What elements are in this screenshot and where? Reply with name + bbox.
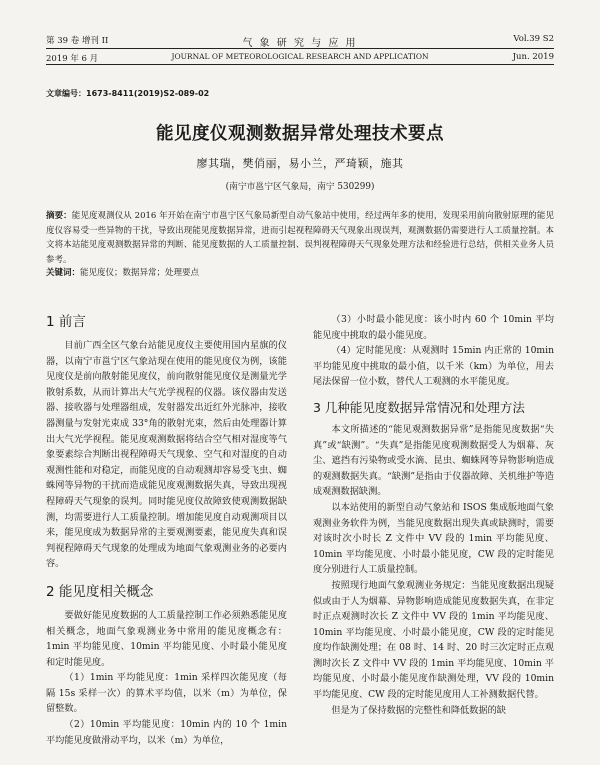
volume-issue-en: Vol.39 S2 bbox=[513, 34, 554, 44]
paragraph: 以本站使用的新型自动气象站和 ISOS 集成版地面气象观测业务软件为例，当能见度数据出现失真或缺测时，需要对该时次小时长 Z 文件中 VV 段的 1min 平均能见度、10min 平均能见度、小时最小能见度，CW 段的定时能见度分别进行人工质量控制。 bbox=[313, 501, 554, 576]
paper-title: 能见度仪观测数据异常处理技术要点 bbox=[156, 124, 444, 144]
issue-date: 2019 年 6 月 bbox=[46, 54, 99, 64]
section-heading: 3 几种能见度数据异常情况和处理方法 bbox=[313, 399, 525, 415]
paragraph: 但是为了保持数据的完整性和降低数据的缺 bbox=[331, 704, 506, 716]
abstract bbox=[46, 209, 554, 267]
article-number: 文章编号：1673-8411(2019)S2-089-02 bbox=[46, 89, 210, 98]
section-heading: 1 前言 bbox=[46, 314, 86, 330]
paragraph: （3）小时最小能见度：该小时内 60 个 10min 平均能见度中挑取的最小能见度。 bbox=[313, 314, 554, 341]
volume-issue: 第 39 卷 增刊 II bbox=[46, 36, 109, 46]
author-list: 廖其瑞，樊俏丽，易小兰，严琦颖，施其 bbox=[196, 157, 404, 170]
journal-name-en: JOURNAL OF METEOROLOGICAL RESEARCH AND APPLICATION bbox=[171, 52, 429, 61]
section-heading: 2 能见度相关概念 bbox=[46, 583, 154, 600]
paragraph: 按照现行地面气象观测业务规定：当能见度数据出现疑似或由于人为烟幕、异物影响造成能见度数据失真，在非定时正点观测时次长 Z 文件中 VV 段的 1min 平均能见度、10min 平均能见度、小时最小能见度，CW 段的定时能见度均作缺测处理；在 08 时、14 时、20 时三次定时正点观测时次长 Z 文件中 VV 段的 1min 平均能见度、10min 平均能见度、小时最小能见度作缺测处理，VV 段的 10min 平均能见度、CW 段的定时能见度用人工补测数据代替。 bbox=[313, 579, 554, 701]
paragraph: （4）定时能见度：从观测时 15min 内正常的 10min 平均能见度中挑取的最小值，以千米（km）为单位，用去尾法保留一位小数，替代人工观测的水平能见度。 bbox=[313, 345, 554, 388]
left-column bbox=[46, 312, 287, 748]
paragraph: 要做好能见度数据的人工质量控制工作必须熟悉能见度相关概念，地面气象观测业务中常用的能见度概念有：1min 平均能见度、10min 平均能见度、小时最小能见度和定时能见度。 bbox=[46, 609, 287, 668]
keywords-label: 关键词： bbox=[46, 268, 81, 278]
paragraph: 本文所描述的“能见观测数据异常”是指能见度数据“失真”或“缺测”。“失真”是指能见度观测数据受人为烟幕、灰尘、遮挡有污染物或受水滴、昆虫、蜘蛛网等异物影响造成的观测数据失真。“缺测”是指由于仪器故障、关机维护等造成观测数据缺测。 bbox=[313, 423, 554, 498]
keywords-text: 能见度仪；数据异常；处理要点 bbox=[80, 268, 200, 278]
issue-date-en: Jun. 2019 bbox=[512, 52, 554, 62]
abstract-text: 能见度观测仪从 2016 年开始在南宁市邕宁区气象局新型自动气象站中使用，经过两年多的使用，发现采用前向散射原理的能见度仪容易受一些异物的干扰，导致出现能见度数据异常，进而引起视程障碍天气现象出现误判，观测数据仍需要进行人工质量控制。本文将本站能见度观测数据异常的判断、能见度数据的人工质量控制、误判视程障碍天气现象处理方法和经验进行总结，供相关业务人员参考。 bbox=[46, 211, 554, 265]
right-column bbox=[313, 312, 554, 718]
affiliation: (南宁市邕宁区气象局，南宁 530299) bbox=[225, 182, 375, 192]
paragraph: 目前广西全区气象台站能见度仪主要使用国内星旗的仪器，以南宁市邕宁区气象站现在使用的能见度仪为例，该能见度仪是前向散射能见度仪，前向散射能见度仪是测量光学散射系数，从而计算出大气光学视程的仪器。该仪器由发送器、接收器与处理器组成，发射器发出近红外光脉冲，接收器测量与发射光束成 33°角的散射光束，然后由处理器计算出大气光学视程。能见度观测数据将结合空气相对湿度等气象要素综合判断出视程障碍天气现象、空气和对湿度的自动观测性能和对稳定，而能见度的自动观测却容易受飞虫、蜘蛛网等异物的干扰而造成能见度观测数据失真，导致出现视程障碍天气现象的误判。同时能见度仪故障致使观测数据缺测，均需要进行人工质量控制。增加能见度自动观测项目以来，能见度成为数据异常的主要观测要素，能见度失真和误判视程障碍天气现象的处理成为地面气象观测业务的必要内容。 bbox=[46, 340, 287, 570]
abstract-label: 摘要： bbox=[46, 211, 72, 221]
header-rule-bottom bbox=[46, 64, 554, 65]
header-rule-top bbox=[46, 48, 554, 49]
paragraph: （1）1min 平均能见度：1min 采样四次能见度（每隔 15s 采样一次）的算术平均值，以米（m）为单位，保留整数。 bbox=[46, 672, 287, 715]
journal-name-cn: 气 象 研 究 与 应 用 bbox=[242, 38, 358, 49]
keywords bbox=[46, 266, 199, 278]
paragraph: （2）10min 平均能见度：10min 内的 10 个 1min 平均能见度做滑动平均，以米（m）为单位， bbox=[46, 719, 287, 746]
